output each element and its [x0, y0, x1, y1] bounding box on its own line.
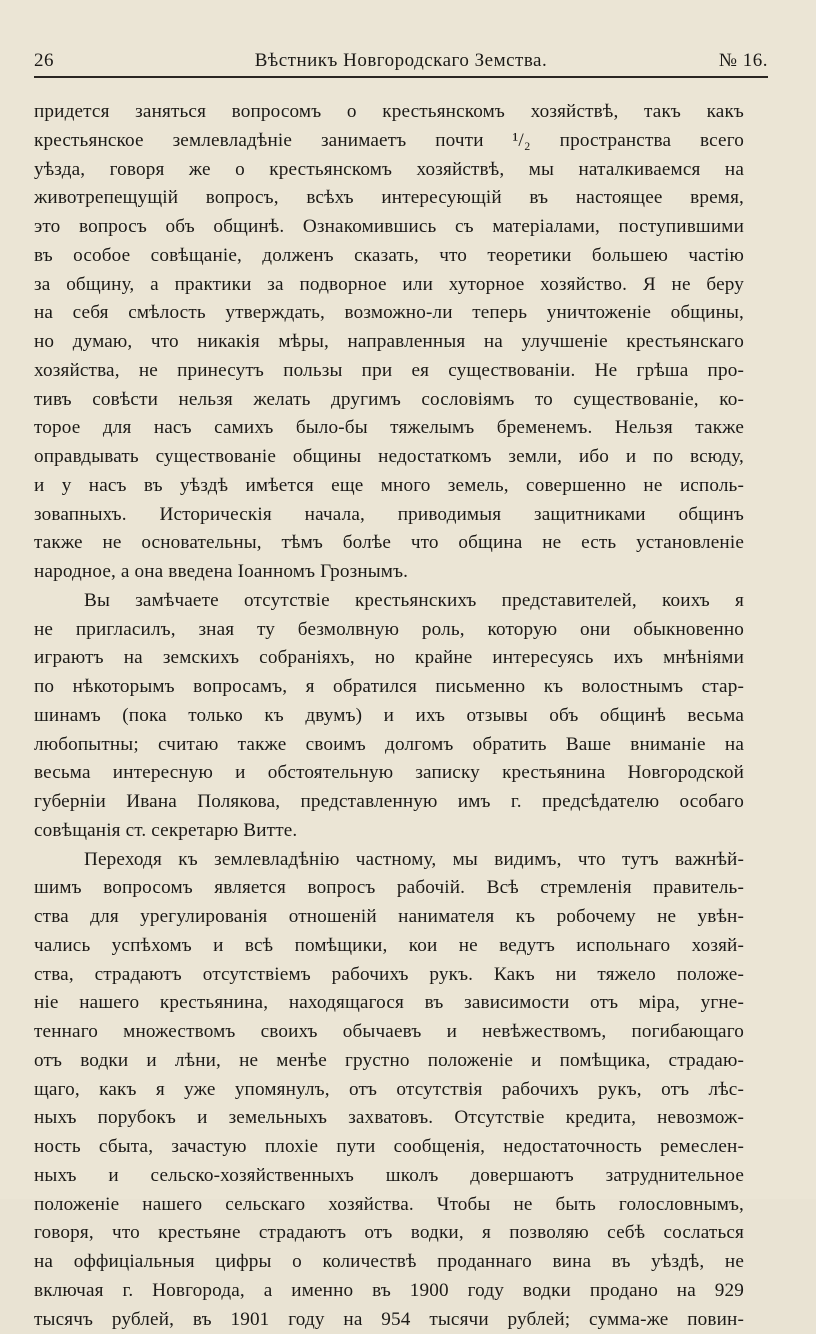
- text-line: Вы замѣчаете отсутствіе крестьянскихъ представителей, коихъ я: [34, 587, 744, 616]
- text-line: не пригласилъ, зная ту безмолвную роль, которую они обыкновенно: [34, 616, 744, 645]
- text-line: совѣщанія ст. секретарю Витте.: [34, 817, 744, 846]
- text-line: любопытны; считаю также своимъ долгомъ обратить Ваше вниманіе на: [34, 731, 744, 760]
- text-line: въ особое совѣщаніе, долженъ сказать, что теоретики большею частію: [34, 242, 744, 271]
- text-line: ства, страдаютъ отсутствіемъ рабочихъ рукъ. Какъ ни тяжело положе-: [34, 961, 744, 990]
- text-line: животрепещущій вопросъ, всѣхъ интересующій въ настоящее время,: [34, 184, 744, 213]
- text-line: положеніе нашего сельскаго хозяйства. Чтобы не быть голословнымъ,: [34, 1191, 744, 1220]
- page-number: 26: [34, 50, 54, 72]
- text-line: шимъ вопросомъ является вопросъ рабочій. Всѣ стремленія правитель-: [34, 874, 744, 903]
- text-line: по нѣкоторымъ вопросамъ, я обратился письменно къ волостнымъ стар-: [34, 673, 744, 702]
- text-line: ніе нашего крестьянина, находящагося въ зависимости отъ міра, угне-: [34, 989, 744, 1018]
- text-line: также не основательны, тѣмъ болѣе что община не есть установленіе: [34, 529, 744, 558]
- article-body: [34, 98, 744, 1334]
- text-line: говоря, что крестьяне страдаютъ отъ водки, я позволяю себѣ сослаться: [34, 1219, 744, 1248]
- text-line: придется заняться вопросомъ о крестьянскомъ хозяйствѣ, такъ какъ: [34, 98, 744, 127]
- text-line: ства для урегулированія отношеній нанимателя къ робочему не увѣн-: [34, 903, 744, 932]
- issue-number: № 16.: [719, 50, 768, 72]
- header-rule: [34, 76, 768, 78]
- text-line: это вопросъ объ общинѣ. Ознакомившись съ матеріалами, поступившими: [34, 213, 744, 242]
- text-line: но думаю, что никакія мѣры, направленныя на улучшеніе крестьянскаго: [34, 328, 744, 357]
- text-line: включая г. Новгорода, а именно въ 1900 году водки продано на 929: [34, 1277, 744, 1306]
- text-line: ныхъ порубокъ и земельныхъ захватовъ. Отсутствіе кредита, невозмож-: [34, 1104, 744, 1133]
- text-line: зовапныхъ. Историческія начала, приводимыя защитниками общинъ: [34, 501, 744, 530]
- text-line: народное, а она введена Іоанномъ Грознымъ.: [34, 558, 744, 587]
- text-line: и у насъ въ уѣздѣ имѣется еще много земель, совершенно не исполь-: [34, 472, 744, 501]
- text-line: ныхъ и сельско-хозяйственныхъ школъ довершаютъ затруднительное: [34, 1162, 744, 1191]
- text-line: теннаго множествомъ своихъ обычаевъ и невѣжествомъ, погибающаго: [34, 1018, 744, 1047]
- text-line: на оффиціальныя цифры о количествѣ проданнаго вина въ уѣздѣ, не: [34, 1248, 744, 1277]
- text-line: губерніи Ивана Полякова, представленную имъ г. предсѣдателю особаго: [34, 788, 744, 817]
- text-line: торое для насъ самихъ было-бы тяжелымъ бременемъ. Нельзя также: [34, 414, 744, 443]
- text-line: на себя смѣлость утверждать, возможно-ли теперь уничтоженіе общины,: [34, 299, 744, 328]
- text-line: ность сбыта, зачастую плохіе пути сообщенія, недостаточность ремеслен-: [34, 1133, 744, 1162]
- text-line: крестьянское землевладѣніе занимаетъ почти ¹/₂ пространства всего: [34, 127, 744, 156]
- text-line: Переходя къ землевладѣнію частному, мы видимъ, что тутъ важнѣй-: [34, 846, 744, 875]
- text-line: чались успѣхомъ и всѣ помѣщики, кои не ведутъ испольнаго хозяй-: [34, 932, 744, 961]
- text-line: шинамъ (пока только къ двумъ) и ихъ отзывы объ общинѣ весьма: [34, 702, 744, 731]
- text-line: отъ водки и лѣни, не менѣе грустно положеніе и помѣщика, страдаю-: [34, 1047, 744, 1076]
- text-line: уѣзда, говоря же о крестьянскомъ хозяйствѣ, мы наталкиваемся на: [34, 156, 744, 185]
- text-line: хозяйства, не принесутъ пользы при ея существованіи. Не грѣша про-: [34, 357, 744, 386]
- text-line: тысячъ рублей, въ 1901 году на 954 тысячи рублей; сумма-же повин-: [34, 1306, 744, 1334]
- text-line: тивъ совѣсти нельзя желать другимъ сословіямъ то существованіе, ко-: [34, 386, 744, 415]
- text-line: играютъ на земскихъ собраніяхъ, но крайне интересуясь ихъ мнѣніями: [34, 644, 744, 673]
- text-line: за общину, а практики за подворное или хуторное хозяйство. Я не беру: [34, 271, 744, 300]
- journal-title: Вѣстникъ Новгородскаго Земства.: [34, 50, 768, 72]
- text-line: весьма интересную и обстоятельную записку крестьянина Новгородской: [34, 759, 744, 788]
- text-line: щаго, какъ я уже упомянулъ, отъ отсутствія рабочихъ рукъ, отъ лѣс-: [34, 1076, 744, 1105]
- text-line: оправдывать существованіе общины недостаткомъ земли, ибо и по всюду,: [34, 443, 744, 472]
